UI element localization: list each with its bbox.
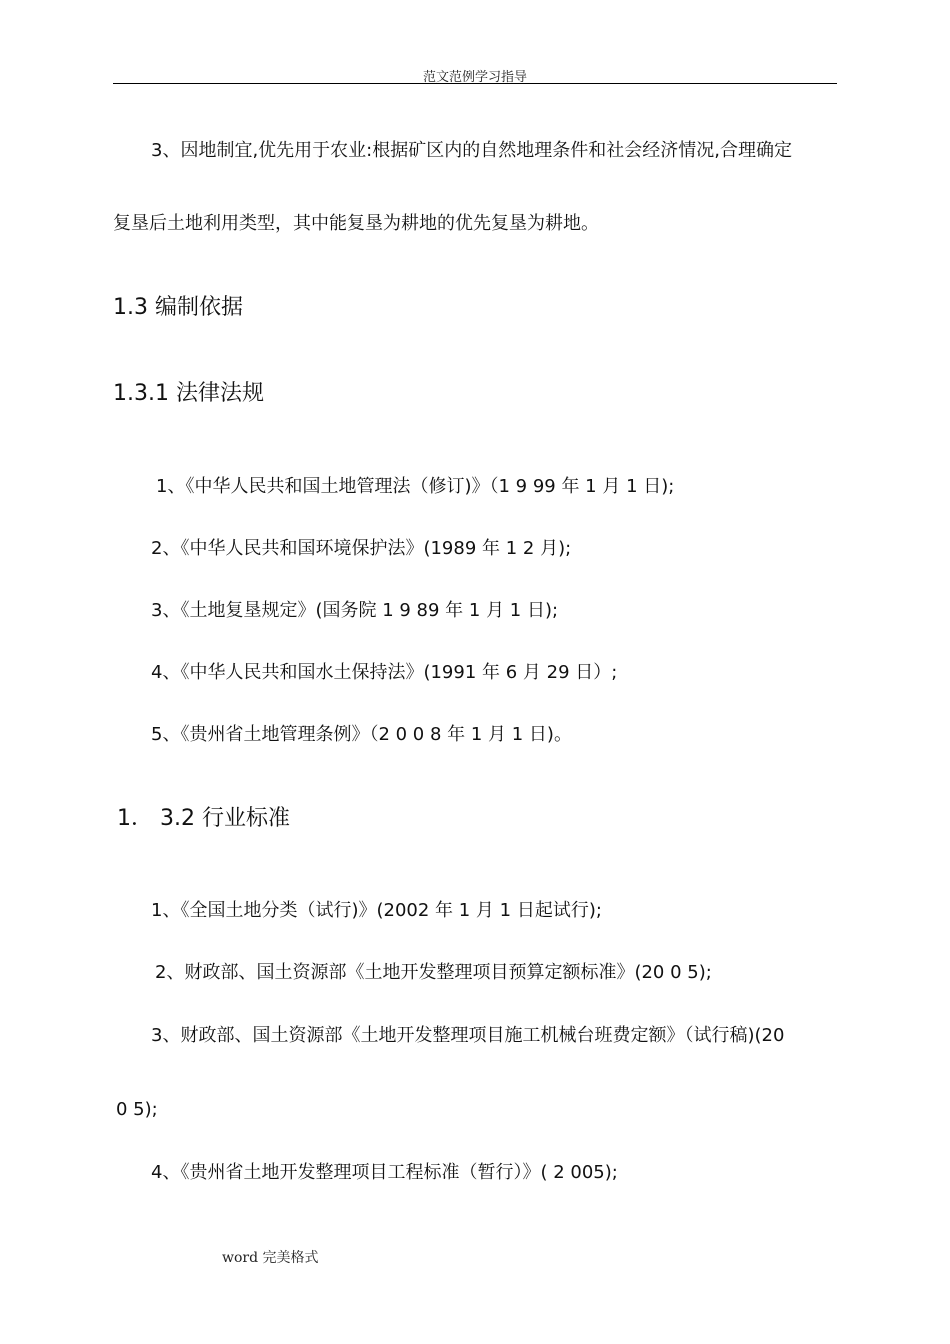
- header-divider: [113, 83, 837, 84]
- list-item-continuation: 0 5);: [116, 1099, 158, 1120]
- list-item: 4、《贵州省土地开发整理项目工程标准（暂行）》( 2 005);: [151, 1162, 618, 1183]
- list-item: 5、《贵州省土地管理条例》（2 0 0 8 年 1 月 1 日)。: [151, 724, 572, 745]
- list-item: 3、《土地复垦规定》(国务院 1 9 89 年 1 月 1 日);: [151, 600, 559, 621]
- section-heading-1-3-2: 1． 3.2 行业标准: [117, 806, 290, 831]
- list-item: 1、《全国土地分类（试行)》(2002 年 1 月 1 日起试行);: [151, 900, 602, 921]
- page-header-title: 范文范例学习指导: [422, 70, 527, 85]
- list-item: 3、财政部、国土资源部《土地开发整理项目施工机械台班费定额》（试行稿)(20: [151, 1025, 785, 1046]
- list-item: 2、财政部、国土资源部《土地开发整理项目预算定额标准》(20 0 5);: [155, 962, 712, 983]
- paragraph-line: 3、因地制宜,优先用于农业:根据矿区内的自然地理条件和社会经济情况,合理确定: [151, 140, 792, 161]
- section-heading-1-3-1: 1.3.1 法律法规: [113, 381, 264, 406]
- list-item: 4、《中华人民共和国水土保持法》(1991 年 6 月 29 日）;: [151, 662, 618, 683]
- section-heading-1-3: 1.3 编制依据: [113, 295, 243, 320]
- page-footer-text: word 完美格式: [222, 1250, 319, 1266]
- list-item: 2、《中华人民共和国环境保护法》(1989 年 1 2 月);: [151, 538, 572, 559]
- paragraph-line: 复垦后土地利用类型，其中能复垦为耕地的优先复垦为耕地。: [113, 213, 599, 234]
- list-item: 1、《中华人民共和国土地管理法（修订)》（1 9 99 年 1 月 1 日);: [156, 476, 675, 497]
